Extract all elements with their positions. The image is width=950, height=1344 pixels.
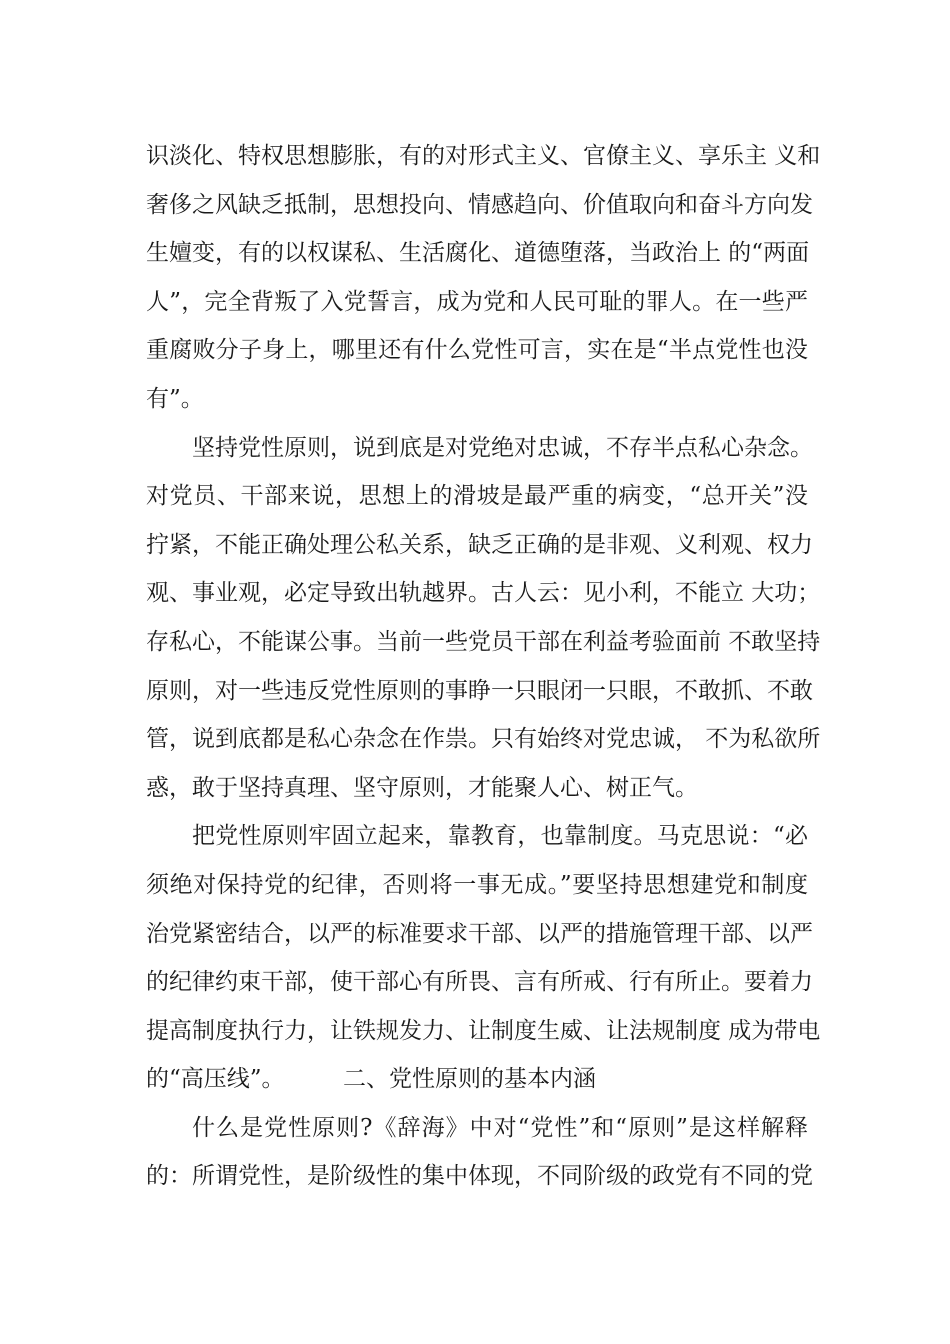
text-line: 拧紧，不能正确处理公私关系，缺乏正确的是非观、义利观、权力: [146, 531, 813, 558]
text-line: 须绝对保持党的纪律，否则将一事无成。”要坚持思想建党和制度: [146, 871, 808, 898]
text-line: 的“高压线”。 二、党性原则的基本内涵: [146, 1066, 597, 1093]
text-line: 治党紧密结合，以严的标准要求干部、以严的措施管理干部、以严: [146, 920, 813, 947]
text-line: 生嬗变，有的以权谋私、生活腐化、道德堕落，当政治上 的“两面: [146, 240, 810, 267]
text-line: 识淡化、特权思想膨胀，有的对形式主义、官僚主义、享乐主 义和: [146, 143, 821, 169]
text-line: 人”，完全背叛了入党誓言，成为党和人民可耻的罪人。在一些严: [146, 288, 808, 315]
text-line: 存私心，不能谋公事。当前一些党员干部在利益考验面前 不敢坚持: [146, 628, 821, 655]
text-line: 奢侈之风缺乏抵制，思想投向、情感趋向、价值取向和奋斗方向发: [146, 191, 813, 218]
text-line: 惑，敢于坚持真理、坚守原则，才能聚人心、树正气。: [146, 774, 698, 801]
text-line: 的纪律约束干部，使干部心有所畏、言有所戒、行有所止。要着力: [146, 969, 813, 996]
body-text: [146, 132, 821, 1201]
text-line: 观、事业观，必定导致出轨越界。古人云：见小利，不能立 大功；: [146, 580, 821, 607]
text-line: 管，说到底都是私心杂念在作祟。只有始终对党忠诚， 不为私欲所: [146, 726, 821, 753]
text-line: 提高制度执行力，让铁规发力、让制度生威、让法规制度 成为带电: [146, 1017, 821, 1044]
text-line: 重腐败分子身上，哪里还有什么党性可言，实在是“半点党性也没: [146, 337, 808, 364]
text-line: 有”。: [146, 385, 204, 412]
text-line: 什么是党性原则?《辞海》中对“党性”和“原则”是这样解释: [192, 1114, 808, 1141]
text-line: 把党性原则牢固立起来，靠教育，也靠制度。马克思说：“必: [192, 823, 808, 850]
text-line: 原则，对一些违反党性原则的事睁一只眼闭一只眼，不敢抓、不敢: [146, 677, 813, 704]
text-line: 对党员、干部来说，思想上的滑坡是最严重的病变，“总开关”没: [146, 483, 808, 510]
text-line: 的：所谓党性，是阶级性的集中体现，不同阶级的政党有不同的党: [146, 1163, 813, 1190]
text-line: 坚持党性原则，说到底是对党绝对忠诚，不存半点私心杂念。: [192, 434, 813, 461]
